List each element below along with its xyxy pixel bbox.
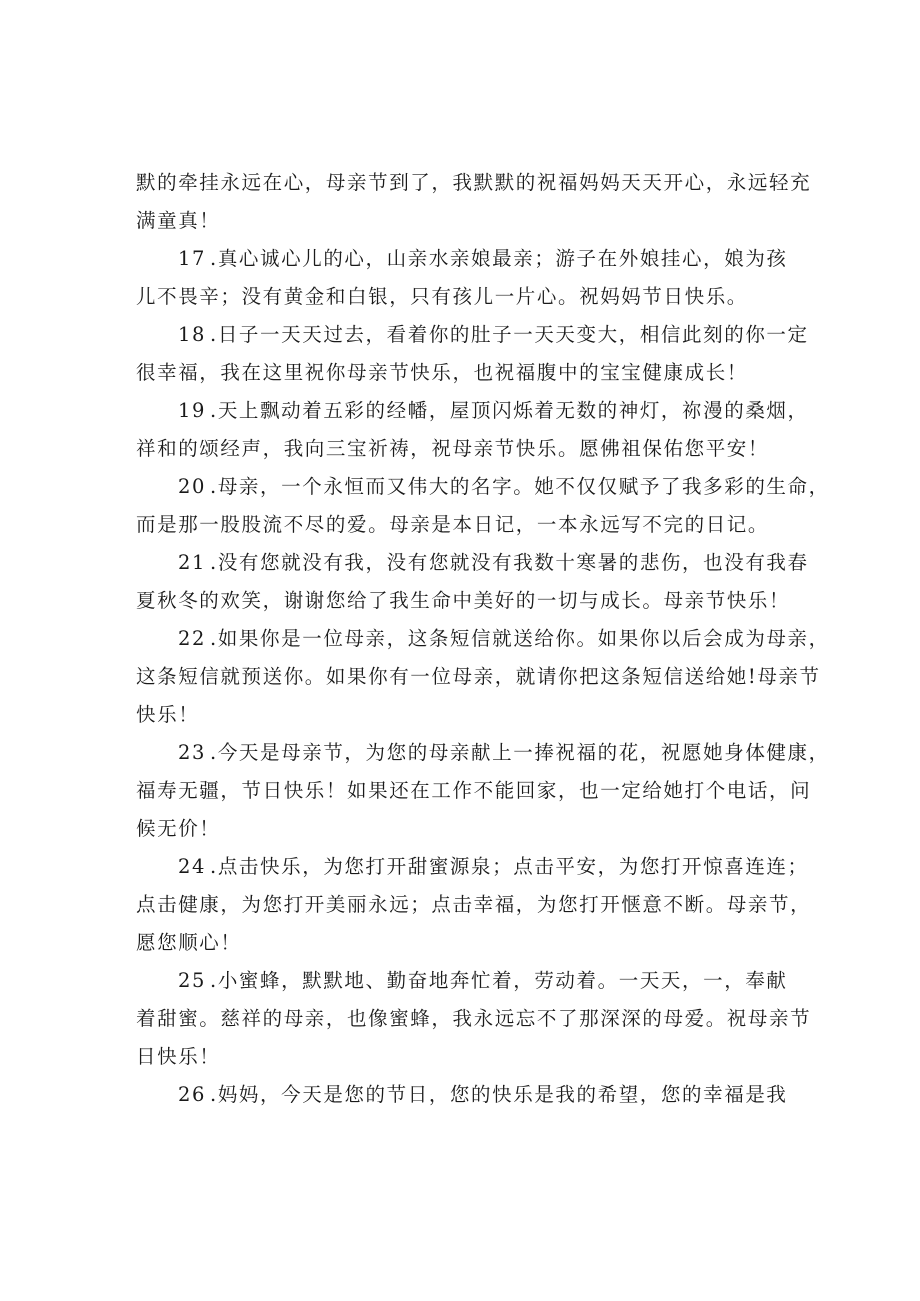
paragraph-24 [136, 848, 812, 962]
text-line: 快乐！ [136, 703, 200, 726]
text-line: .天上飘动着五彩的经幡，屋顶闪烁着无数的神灯，祢漫的桑烟， [210, 399, 809, 422]
text-line: .母亲，一个永恒而又伟大的名字。她不仅仅赋予了我多彩的生命， [210, 475, 830, 498]
text-line: .小蜜蜂，默默地、勤奋地奔忙着，劳动着。一天天，一，奉献 [210, 969, 788, 992]
text-line: 日快乐！ [136, 1045, 221, 1068]
text-line: 夏秋冬的欢笑，谢谢您给了我生命中美好的一切与成长。母亲节快乐！ [136, 589, 791, 612]
text-line: 很幸福，我在这里祝你母亲节快乐，也祝福腹中的宝宝健康成长！ [136, 361, 748, 384]
text-line: 愿您顺心！ [136, 931, 242, 954]
paragraph-20 [136, 468, 830, 544]
paragraph-number: 19 [178, 399, 207, 422]
text-line: 候无价！ [136, 817, 221, 840]
paragraph-number: 23 [178, 741, 207, 764]
paragraph-number: 18 [178, 323, 207, 346]
paragraph-19 [136, 392, 809, 468]
paragraph-25 [136, 962, 812, 1076]
text-line: 这条短信就预送你。如果你有一位母亲，就请你把这条短信送给她!母亲节 [136, 665, 821, 688]
text-line: .如果你是一位母亲，这条短信就送给你。如果你以后会成为母亲， [210, 627, 830, 650]
text-line: 满童真！ [136, 209, 221, 232]
text-line: .日子一天天过去，看着你的肚子一天天变大，相信此刻的你一定 [210, 323, 809, 346]
paragraph-number: 22 [178, 627, 207, 650]
text-line: 默的牵挂永远在心，母亲节到了，我默默的祝福妈妈天天开心，永远轻充 [136, 171, 812, 194]
text-line: 福寿无疆，节日快乐！如果还在工作不能回家，也一定给她打个电话，问 [136, 779, 812, 802]
paragraph-number: 24 [178, 855, 207, 878]
paragraph-23 [136, 734, 830, 848]
paragraph-continuation [136, 164, 812, 240]
paragraph-number: 17 [178, 247, 207, 270]
text-line: 而是那一股股流不尽的爱。母亲是本日记，一本永远写不完的日记。 [136, 513, 770, 536]
paragraph-26 [136, 1076, 788, 1114]
paragraph-number: 26 [178, 1083, 207, 1106]
paragraph-17 [136, 240, 788, 316]
text-line: .没有您就没有我，没有您就没有我数十寒暑的悲伤，也没有我春 [210, 551, 809, 574]
paragraph-number: 21 [178, 551, 207, 574]
paragraph-21 [136, 544, 809, 620]
text-line: .今天是母亲节，为您的母亲献上一捧祝福的花，祝愿她身体健康， [210, 741, 830, 764]
text-line: .妈妈，今天是您的节日，您的快乐是我的希望，您的幸福是我 [210, 1083, 788, 1106]
paragraph-number: 25 [178, 969, 207, 992]
paragraph-number: 20 [178, 475, 207, 498]
text-line: 祥和的颂经声，我向三宝祈祷，祝母亲节快乐。愿佛祖保佑您平安！ [136, 437, 770, 460]
text-line: 着甜蜜。慈祥的母亲，也像蜜蜂，我永远忘不了那深深的母爱。祝母亲节 [136, 1007, 812, 1030]
text-line: 点击健康，为您打开美丽永远；点击幸福，为您打开惬意不断。母亲节， [136, 893, 812, 916]
paragraph-18 [136, 316, 809, 392]
text-line: 儿不畏辛；没有黄金和白银，只有孩儿一片心。祝妈妈节日快乐。 [136, 285, 748, 308]
paragraph-22 [136, 620, 830, 734]
text-line: .真心诚心儿的心，山亲水亲娘最亲；游子在外娘挂心，娘为孩 [210, 247, 788, 270]
text-line: .点击快乐，为您打开甜蜜源泉；点击平安，为您打开惊喜连连； [210, 855, 809, 878]
